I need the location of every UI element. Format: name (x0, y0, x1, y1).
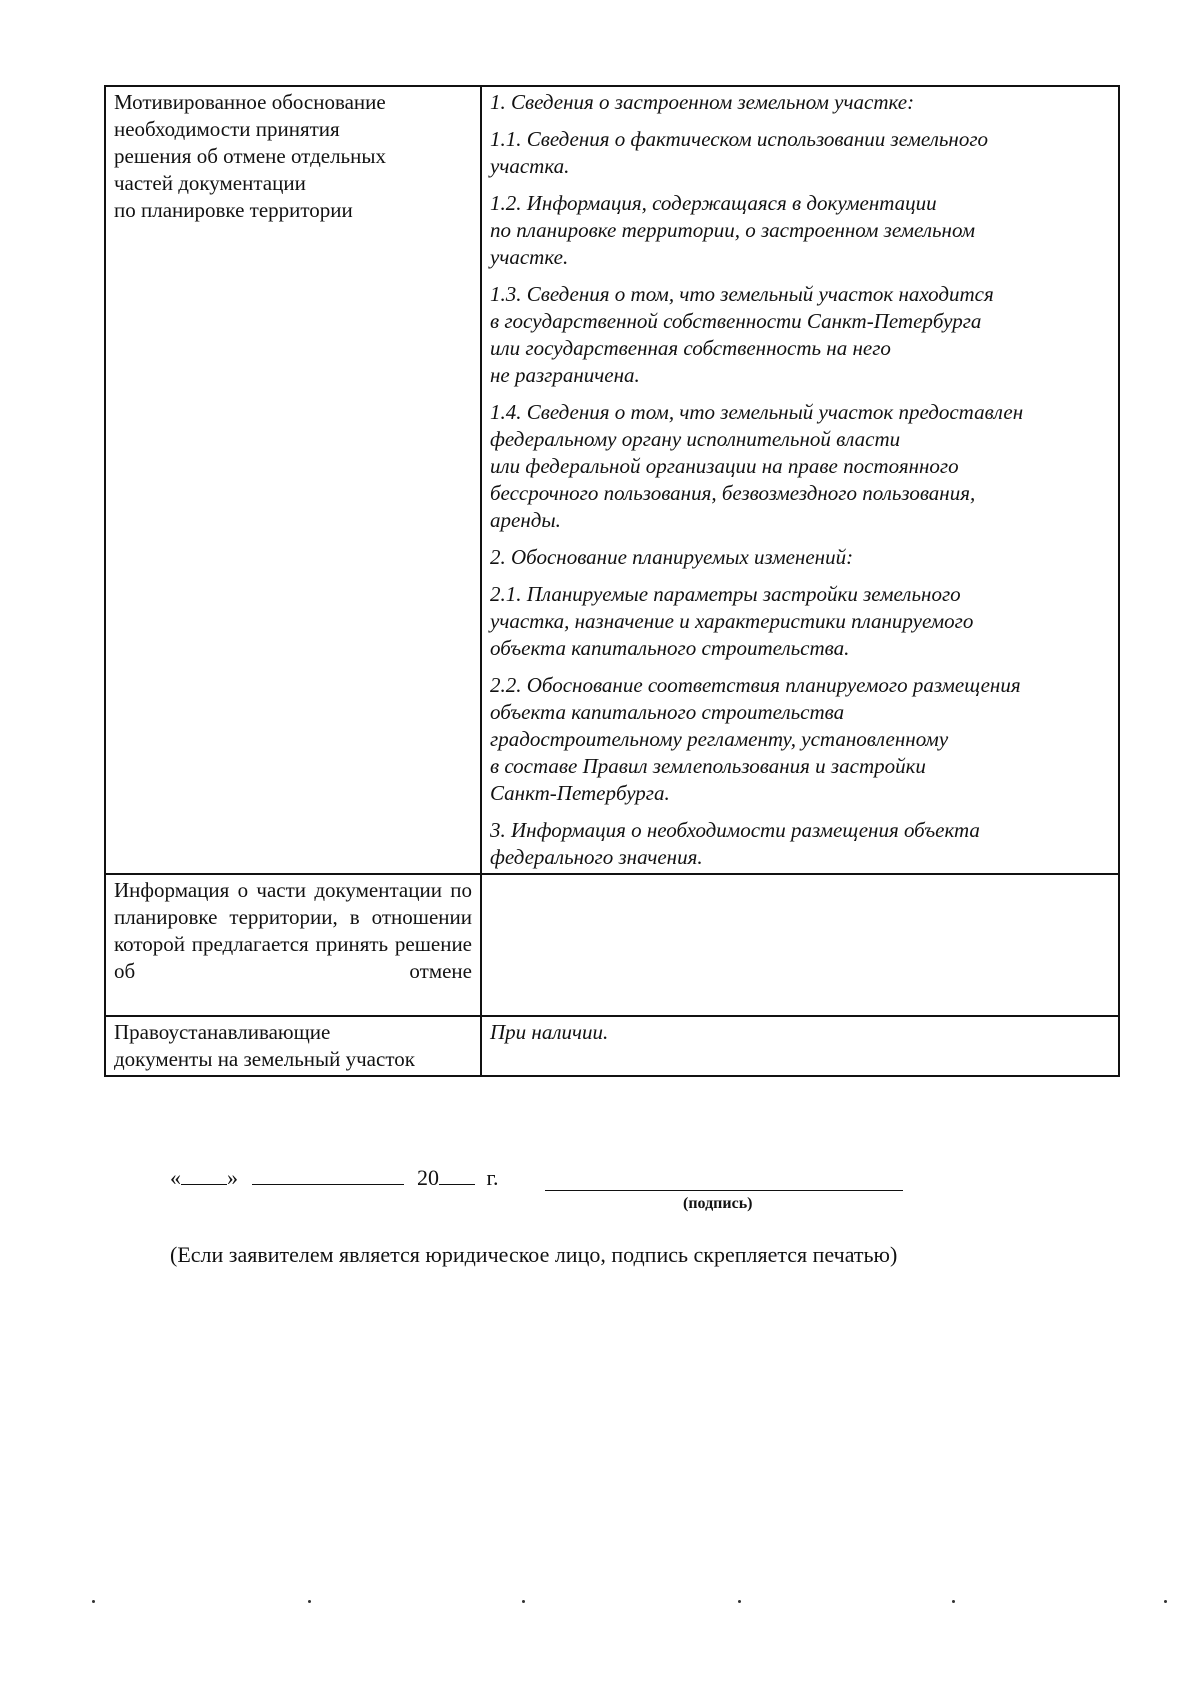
table-row-document-part (105, 874, 1119, 1016)
justification-details (481, 86, 1119, 874)
document-part-value[interactable] (481, 874, 1119, 1016)
seal-note: (Если заявителем является юридическое лицо, подпись скрепляется печатью) (170, 1242, 898, 1267)
scan-dot (92, 1600, 95, 1603)
year-suffix: г. (486, 1165, 499, 1190)
title-documents-value: При наличии. (481, 1016, 1119, 1076)
justification-label: Мотивированное обоснование необходимости принятия решения об отмене отдельных частей документации по планировке территории (105, 86, 481, 874)
justification-item: 1.1. Сведения о фактическом использовании земельного участка. (490, 127, 989, 178)
scan-dot (738, 1600, 741, 1603)
justification-item: 1.4. Сведения о том, что земельный участок предоставлен федеральному органу исполнительной власти или федеральной организации на праве постоянного бессрочного пользования, безвозмездного пользования, аренды. (490, 400, 1024, 532)
scan-dot (522, 1600, 525, 1603)
justification-item: 1.2. Информация, содержащаяся в документации по планировке территории, о застроенном земельном участке. (490, 191, 976, 269)
day-blank[interactable] (181, 1166, 227, 1185)
signature-label: (подпись) (683, 1195, 753, 1212)
justification-item: 2.1. Планируемые параметры застройки земельного участка, назначение и характеристики планируемого объекта капитального строительства. (490, 582, 974, 660)
justification-item: 3. Информация о необходимости размещения объекта федерального значения. (490, 818, 980, 869)
table-row-justification (105, 86, 1119, 874)
justification-item: 1.3. Сведения о том, что земельный участок находится в государственной собственности Санкт-Петербурга или государственная собственность на него не разграничена. (490, 282, 994, 387)
application-form-table (104, 85, 1120, 1077)
signature-line[interactable] (545, 1190, 903, 1191)
close-quote: » (227, 1165, 238, 1190)
year-blank[interactable] (439, 1166, 475, 1185)
document-part-label: Информация о части документации по планировке территории, в отношении которой предлагается принять решение об отмене (105, 874, 481, 1016)
open-quote: « (170, 1165, 181, 1190)
table-row-title-documents (105, 1016, 1119, 1076)
date-line (170, 1165, 499, 1191)
justification-item: 1. Сведения о застроенном земельном участке: (490, 90, 915, 114)
scan-dot (1164, 1600, 1167, 1603)
title-documents-label: Правоустанавливающие документы на земельный участок (105, 1016, 481, 1076)
month-blank[interactable] (252, 1166, 404, 1185)
scan-dot (952, 1600, 955, 1603)
year-prefix: 20 (417, 1165, 439, 1190)
justification-item: 2. Обоснование планируемых изменений: (490, 545, 854, 569)
scan-dot (308, 1600, 311, 1603)
justification-item: 2.2. Обоснование соответствия планируемого размещения объекта капитального строительства градостроительному регламенту, установленному в составе Правил землепользования и застройки Санкт-Петербурга. (490, 673, 1021, 805)
